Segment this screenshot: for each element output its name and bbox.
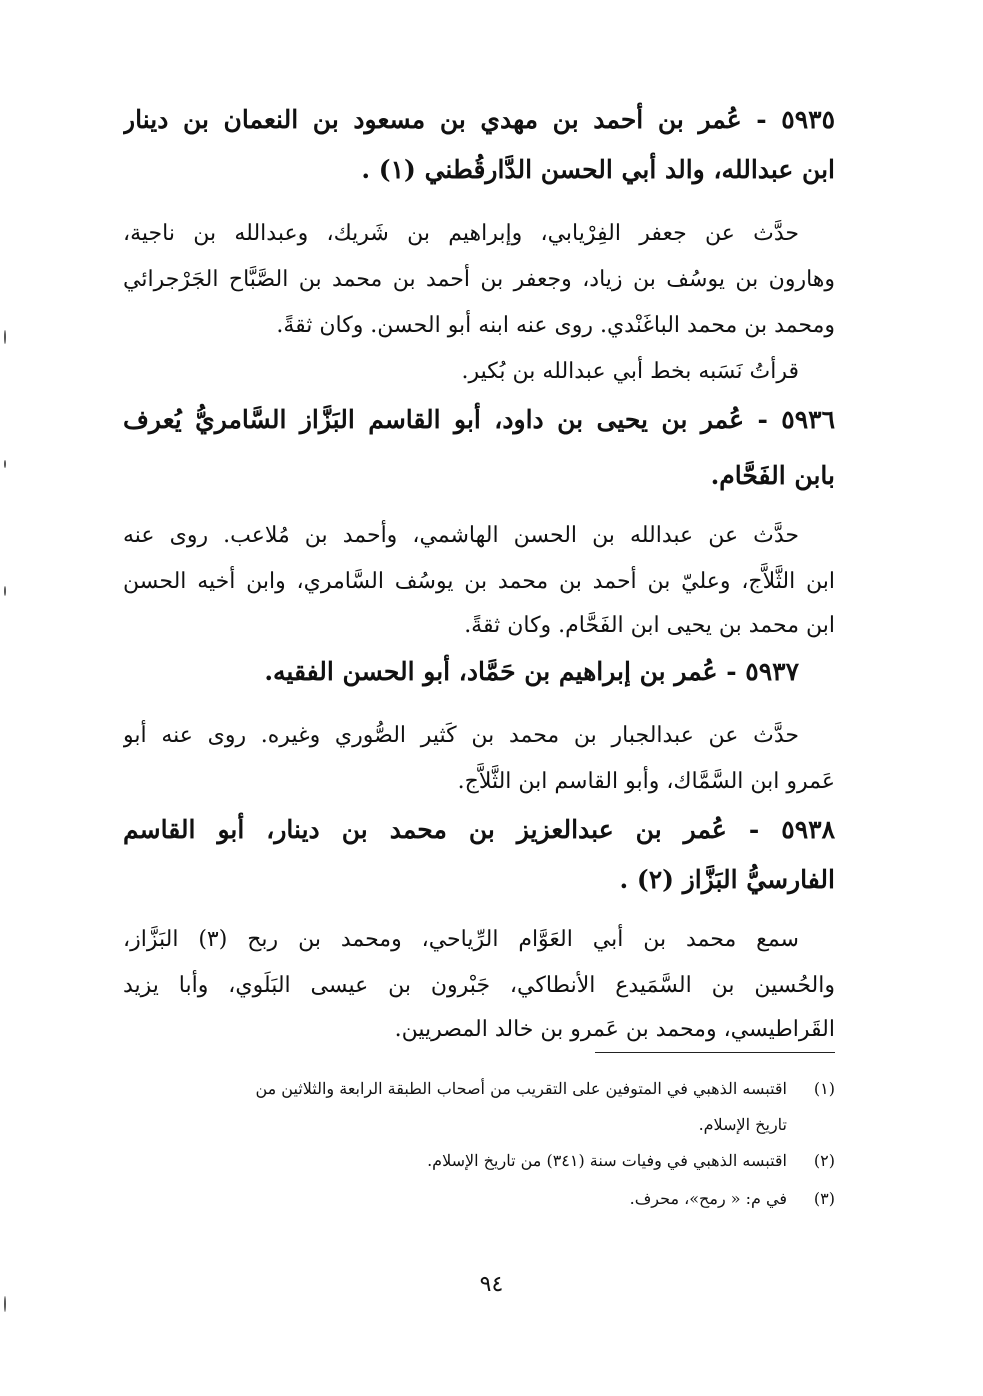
entry-5936-body: حدَّث عن عبدالله بن الحسن الهاشمي، وأحمد بن مُلاعب. روى عنه (123, 523, 799, 548)
entry-5938-heading-cont: الفارسيُّ البَزَّاز (٢) . (619, 865, 835, 894)
scan-artifact (4, 460, 6, 468)
entry-5935-body: قرأتُ نَسَبه بخط أبي عبدالله بن بُكير. (461, 359, 799, 384)
entry-5938-body: القَراطيسي، ومحمد بن عَمرو بن خالد المصريين. (394, 1017, 835, 1042)
footnote-1 (123, 1074, 835, 1104)
scan-artifact (4, 586, 6, 596)
entry-5937-body: عَمرو ابن السَّمَّاك، وأبو القاسم ابن الثَّلاَّج. (457, 769, 835, 794)
footnote-2-text: اقتبسه الذهبي في وفيات سنة (٣٤١) من تاريخ الإسلام. (427, 1151, 787, 1170)
scan-artifact (4, 330, 6, 344)
footnote-2-number: (٢) (813, 1151, 835, 1170)
entry-5935-body: حدَّث عن جعفر الفِرْيابي، وإبراهيم بن شَريك، وعبدالله بن ناجية، (123, 221, 799, 246)
footnote-3 (123, 1184, 835, 1214)
footnote-1-number: (١) (813, 1079, 835, 1098)
entry-5937-body: حدَّث عن عبدالجبار بن محمد بن كَثير الصُّوري وغيره. روى عنه أبو (123, 723, 799, 748)
entry-5938-heading: ٥٩٣٨ - عُمر بن عبدالعزيز بن محمد بن دينار، أبو القاسم (123, 815, 835, 844)
entry-5938-body: سمع محمد بن أبي العَوَّام الرِّياحي، ومحمد بن ربح (٣) البَزَّاز، (123, 927, 799, 952)
entry-5935-heading-cont: ابن عبدالله، والد أبي الحسن الدَّارقُطني (١) . (361, 155, 835, 184)
entry-5935-body: ومحمد بن محمد الباغَنْدي. روى عنه ابنه أبو الحسن. وكان ثقةً. (276, 313, 835, 338)
footnote-separator (595, 1052, 835, 1053)
entry-5938-body: والحُسين بن السَّمَيدع الأنطاكي، جَبْرون بن عيسى البَلَوي، وأبا يزيد (123, 973, 835, 998)
entry-5936-heading-cont: بابن الفَحَّام. (710, 461, 835, 490)
footnote-3-text: في م: « رمح»، محرف. (629, 1189, 787, 1208)
entry-5936-body: ابن محمد بن يحيى ابن الفَحَّام. وكان ثقةً. (464, 613, 835, 638)
footnote-3-number: (٣) (813, 1189, 835, 1208)
entry-5935-body: وهارون بن يوسُف بن زياد، وجعفر بن أحمد بن محمد بن الصَّبَّاح الجَرْجرائي (123, 267, 835, 292)
entry-5935-heading: ٥٩٣٥ - عُمر بن أحمد بن مهدي بن مسعود بن النعمان بن دينار (123, 105, 835, 134)
scan-artifact (4, 1296, 6, 1312)
entry-5937-heading: ٥٩٣٧ - عُمر بن إبراهيم بن حَمَّاد، أبو الحسن الفقيه. (264, 657, 799, 686)
entry-5936-heading: ٥٩٣٦ - عُمر بن يحيى بن داود، أبو القاسم البَزَّاز السَّامريُّ يُعرف (123, 405, 835, 434)
footnote-1-cont: تاريخ الإسلام. (698, 1115, 787, 1134)
footnote-2 (123, 1146, 835, 1176)
footnote-1-text: اقتبسه الذهبي في المتوفين على التقريب من أصحاب الطبقة الرابعة والثلاثين من (255, 1079, 787, 1098)
entry-5936-body: ابن الثَّلاَّج، وعليّ بن أحمد بن محمد بن يوسُف السَّامري، وابن أخيه الحسن (123, 569, 835, 594)
page-number: ٩٤ (479, 1272, 504, 1297)
